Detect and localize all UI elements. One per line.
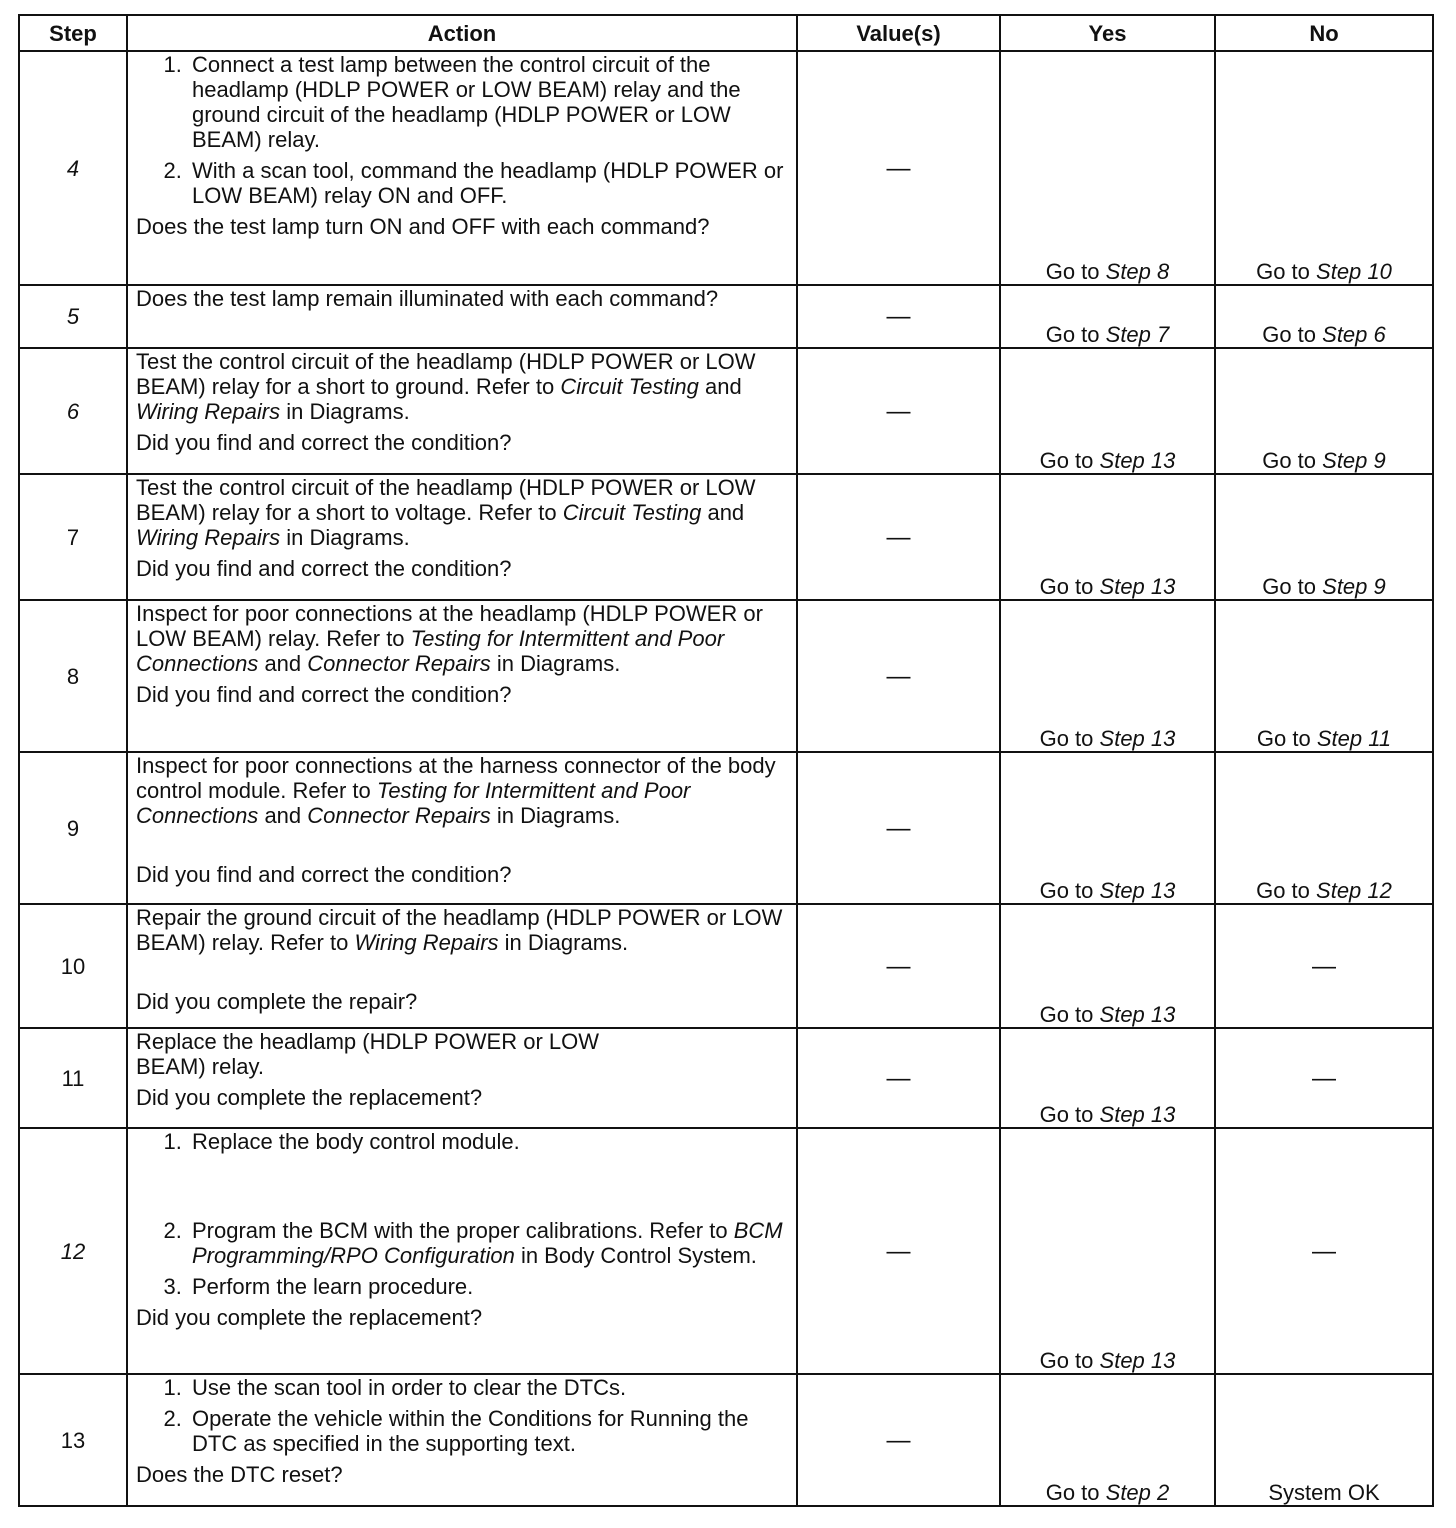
no-cell: Go to Step 6 bbox=[1215, 285, 1433, 348]
no-cell: — bbox=[1215, 904, 1433, 1028]
step-number: 11 bbox=[19, 1028, 127, 1128]
value-cell: — bbox=[797, 348, 1000, 474]
action-question: Did you complete the repair? bbox=[136, 989, 418, 1014]
yes-cell: Go to Step 13 bbox=[1000, 474, 1215, 600]
yes-cell: Go to Step 7 bbox=[1000, 285, 1215, 348]
action-cell bbox=[127, 474, 797, 600]
value-cell: — bbox=[797, 285, 1000, 348]
yes-cell: Go to Step 13 bbox=[1000, 600, 1215, 752]
table-row-step-11 bbox=[19, 1028, 1433, 1128]
table-row-step-13 bbox=[19, 1374, 1433, 1506]
no-cell: Go to Step 9 bbox=[1215, 348, 1433, 474]
action-cell bbox=[127, 1374, 797, 1506]
no-cell: System OK bbox=[1215, 1374, 1433, 1506]
table-row-step-9 bbox=[19, 752, 1433, 904]
action-text: Inspect for poor connections at the headlamp (HDLP POWER or LOW BEAM) relay. Refer to Testing for Intermittent and Poor Connections and Connector Repairs in Diagrams. bbox=[136, 601, 763, 676]
table-row-step-8 bbox=[19, 600, 1433, 752]
action-cell bbox=[127, 752, 797, 904]
action-question: Did you complete the replacement? bbox=[136, 1085, 483, 1110]
action-cell bbox=[127, 51, 797, 285]
yes-cell: Go to Step 13 bbox=[1000, 904, 1215, 1028]
action-question: Did you find and correct the condition? bbox=[136, 862, 512, 887]
step-number: 6 bbox=[19, 348, 127, 474]
value-cell: — bbox=[797, 1374, 1000, 1506]
yes-cell: Go to Step 13 bbox=[1000, 1128, 1215, 1374]
action-question: Did you find and correct the condition? bbox=[136, 682, 512, 707]
header-action: Action bbox=[127, 15, 797, 51]
action-list-item: 2. With a scan tool, command the headlamp (HDLP POWER or LOW BEAM) relay ON and OFF. bbox=[188, 158, 788, 208]
action-cell bbox=[127, 904, 797, 1028]
action-text: Repair the ground circuit of the headlamp (HDLP POWER or LOW BEAM) relay. Refer to Wiring Repairs in Diagrams. bbox=[136, 905, 783, 955]
action-list-item: 3. Perform the learn procedure. bbox=[188, 1274, 788, 1299]
action-list-item: 2. Operate the vehicle within the Conditions for Running the DTC as specified in the supporting text. bbox=[188, 1406, 788, 1456]
action-question: Did you complete the replacement? bbox=[136, 1305, 483, 1330]
yes-cell: Go to Step 2 bbox=[1000, 1374, 1215, 1506]
action-question: Did you find and correct the condition? bbox=[136, 430, 512, 455]
step-number: 13 bbox=[19, 1374, 127, 1506]
action-list-item: 1. Replace the body control module. bbox=[188, 1129, 788, 1154]
step-number: 10 bbox=[19, 904, 127, 1028]
header-yes: Yes bbox=[1000, 15, 1215, 51]
action-text: Inspect for poor connections at the harness connector of the body control module. Refer to Testing for Intermittent and Poor Connections and Connector Repairs in Diagrams. bbox=[136, 753, 776, 828]
action-question: Does the test lamp remain illuminated with each command? bbox=[136, 286, 719, 311]
yes-cell: Go to Step 13 bbox=[1000, 752, 1215, 904]
no-cell: Go to Step 9 bbox=[1215, 474, 1433, 600]
diagnostic-table bbox=[18, 14, 1434, 1507]
table-row-step-12 bbox=[19, 1128, 1433, 1374]
table-row-step-10 bbox=[19, 904, 1433, 1028]
action-cell bbox=[127, 348, 797, 474]
step-number: 9 bbox=[19, 752, 127, 904]
action-question: Does the DTC reset? bbox=[136, 1462, 343, 1487]
step-number: 8 bbox=[19, 600, 127, 752]
value-cell: — bbox=[797, 752, 1000, 904]
step-number: 12 bbox=[19, 1128, 127, 1374]
value-cell: — bbox=[797, 51, 1000, 285]
yes-cell: Go to Step 8 bbox=[1000, 51, 1215, 285]
table-row-step-4 bbox=[19, 51, 1433, 285]
action-text: Replace the headlamp (HDLP POWER or LOW BEAM) relay. bbox=[136, 1029, 599, 1079]
action-question: Does the test lamp turn ON and OFF with each command? bbox=[136, 214, 710, 239]
action-list-item: 1. Connect a test lamp between the control circuit of the headlamp (HDLP POWER or LOW BEAM) relay and the ground circuit of the headlamp (HDLP POWER or LOW BEAM) relay. bbox=[188, 52, 788, 152]
no-cell: Go to Step 12 bbox=[1215, 752, 1433, 904]
step-number: 7 bbox=[19, 474, 127, 600]
table-row-step-5 bbox=[19, 285, 1433, 348]
action-text: Test the control circuit of the headlamp (HDLP POWER or LOW BEAM) relay for a short to ground. Refer to Circuit Testing and Wiring Repairs in Diagrams. bbox=[136, 349, 756, 424]
no-cell: — bbox=[1215, 1128, 1433, 1374]
value-cell: — bbox=[797, 1028, 1000, 1128]
table-row-step-6 bbox=[19, 348, 1433, 474]
action-list-item: 1. Use the scan tool in order to clear the DTCs. bbox=[188, 1375, 788, 1400]
action-cell bbox=[127, 1028, 797, 1128]
action-text: Test the control circuit of the headlamp (HDLP POWER or LOW BEAM) relay for a short to voltage. Refer to Circuit Testing and Wiring Repairs in Diagrams. bbox=[136, 475, 756, 550]
yes-cell: Go to Step 13 bbox=[1000, 348, 1215, 474]
value-cell: — bbox=[797, 474, 1000, 600]
no-cell: Go to Step 11 bbox=[1215, 600, 1433, 752]
header-values: Value(s) bbox=[797, 15, 1000, 51]
value-cell: — bbox=[797, 904, 1000, 1028]
no-cell: Go to Step 10 bbox=[1215, 51, 1433, 285]
step-number: 5 bbox=[19, 285, 127, 348]
no-cell: — bbox=[1215, 1028, 1433, 1128]
value-cell: — bbox=[797, 1128, 1000, 1374]
yes-cell: Go to Step 13 bbox=[1000, 1028, 1215, 1128]
action-cell bbox=[127, 600, 797, 752]
header-step: Step bbox=[19, 15, 127, 51]
step-number: 4 bbox=[19, 51, 127, 285]
value-cell: — bbox=[797, 600, 1000, 752]
table-row-step-7 bbox=[19, 474, 1433, 600]
header-no: No bbox=[1215, 15, 1433, 51]
action-cell bbox=[127, 285, 797, 348]
action-question: Did you find and correct the condition? bbox=[136, 556, 512, 581]
action-cell bbox=[127, 1128, 797, 1374]
action-list-item: 2. Program the BCM with the proper calibrations. Refer to BCM Programming/RPO Configuration in Body Control System. bbox=[188, 1218, 788, 1268]
header-row bbox=[19, 15, 1433, 51]
